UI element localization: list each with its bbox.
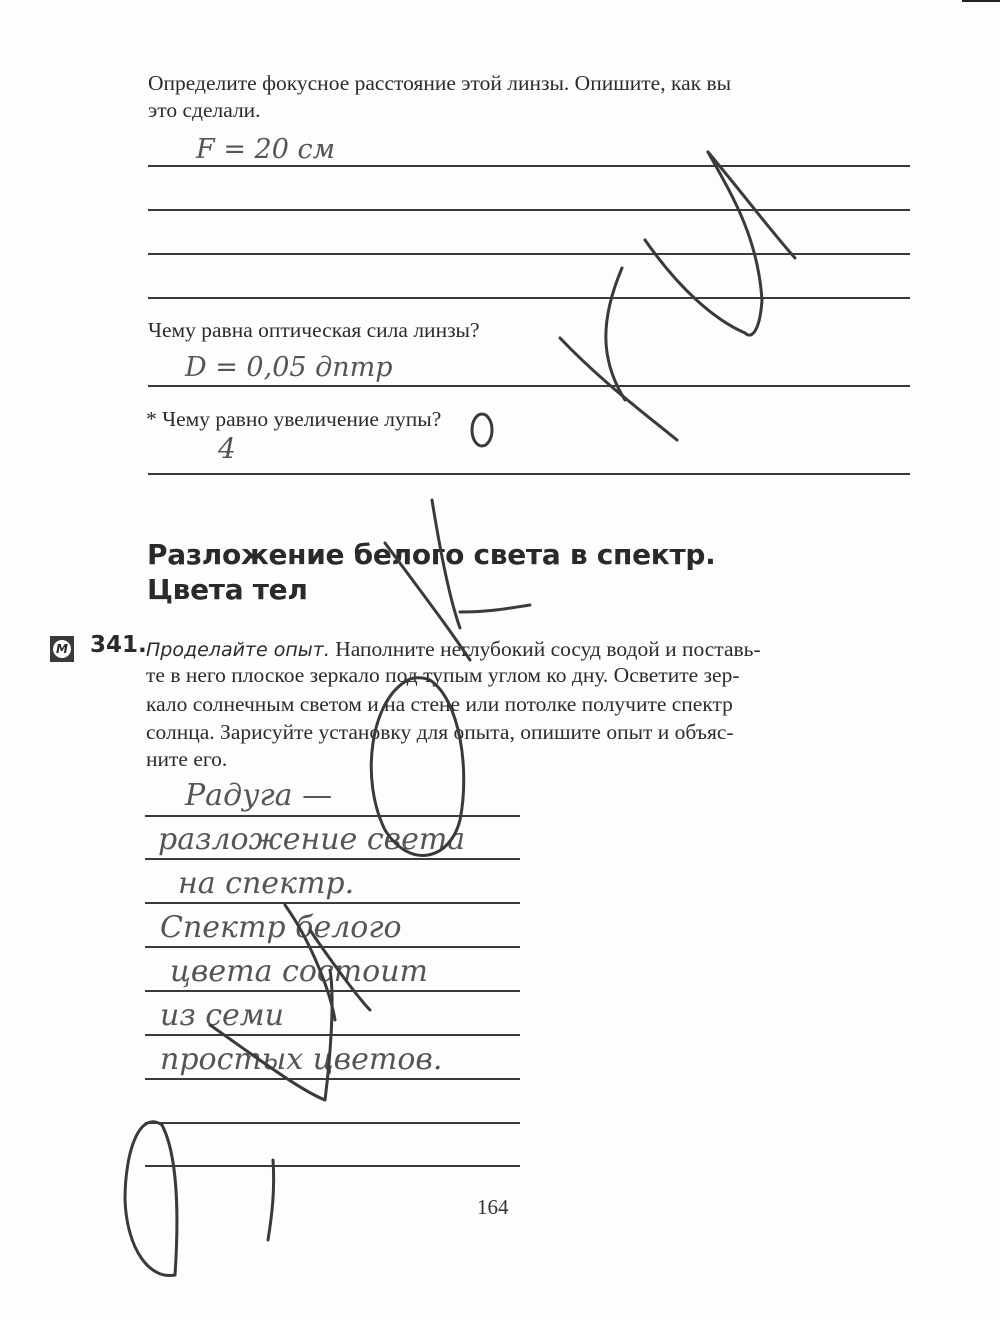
handwritten-answer-line[interactable]: простых цветов. — [160, 1042, 443, 1077]
handwritten-answer-line[interactable]: разложение света — [158, 822, 466, 857]
handwritten-answer-line[interactable]: Радуга — — [185, 778, 333, 813]
answer-line — [145, 990, 520, 992]
exercise-line3: кало солнечным светом и на стене или потолке получите спектр — [146, 692, 733, 716]
answer-line — [148, 253, 910, 255]
answer-line — [148, 297, 910, 299]
handwritten-answer-line[interactable]: Спектр белого — [160, 910, 402, 945]
magnification-answer[interactable]: 4 — [218, 432, 236, 465]
exercise-line5: ните его. — [146, 747, 228, 771]
answer-line — [145, 902, 520, 904]
section-title-line2: Цвета тел — [147, 573, 308, 606]
focal-question-line1: Определите фокусное расстояние этой линзы. Опишите, как вы — [148, 71, 732, 95]
answer-line — [148, 473, 910, 475]
handwritten-answer-line[interactable]: из семи — [160, 998, 284, 1033]
exercise-lead: Проделайте опыт. — [146, 639, 330, 661]
exercise-line2: те в него плоское зеркало под тупым углом ко дну. Осветите зер- — [146, 663, 740, 687]
answer-line — [148, 165, 910, 167]
answer-line — [145, 946, 520, 948]
handwritten-answer-line[interactable]: на спектр. — [178, 866, 355, 901]
magnification-question: * Чему равно увеличение лупы? — [146, 407, 442, 431]
answer-line — [145, 1122, 520, 1124]
answer-line — [145, 1078, 520, 1080]
answer-line — [148, 385, 910, 387]
exercise-line4: солнца. Зарисуйте установку для опыта, опишите опыт и объяс- — [146, 720, 734, 744]
power-answer[interactable]: D = 0,05 дптр — [185, 352, 393, 383]
method-badge-icon: М — [50, 636, 74, 662]
handwritten-answer-line[interactable]: цвета состоит — [170, 954, 428, 989]
focal-answer[interactable]: F = 20 см — [196, 134, 335, 165]
answer-line — [148, 209, 910, 211]
exercise-number: 341. — [90, 632, 147, 658]
page-corner-mark — [962, 0, 1000, 2]
answer-line — [145, 815, 520, 817]
answer-line — [145, 1165, 520, 1167]
page-number: 164 — [477, 1195, 509, 1219]
focal-question-line2: это сделали. — [148, 98, 261, 122]
answer-line — [145, 858, 520, 860]
power-question: Чему равна оптическая сила линзы? — [148, 318, 480, 342]
section-title-line1: Разложение белого света в спектр. — [147, 538, 716, 571]
answer-line — [145, 1034, 520, 1036]
exercise-line1: Проделайте опыт. Наполните неглубокий сосуд водой и поставь- — [146, 637, 761, 661]
